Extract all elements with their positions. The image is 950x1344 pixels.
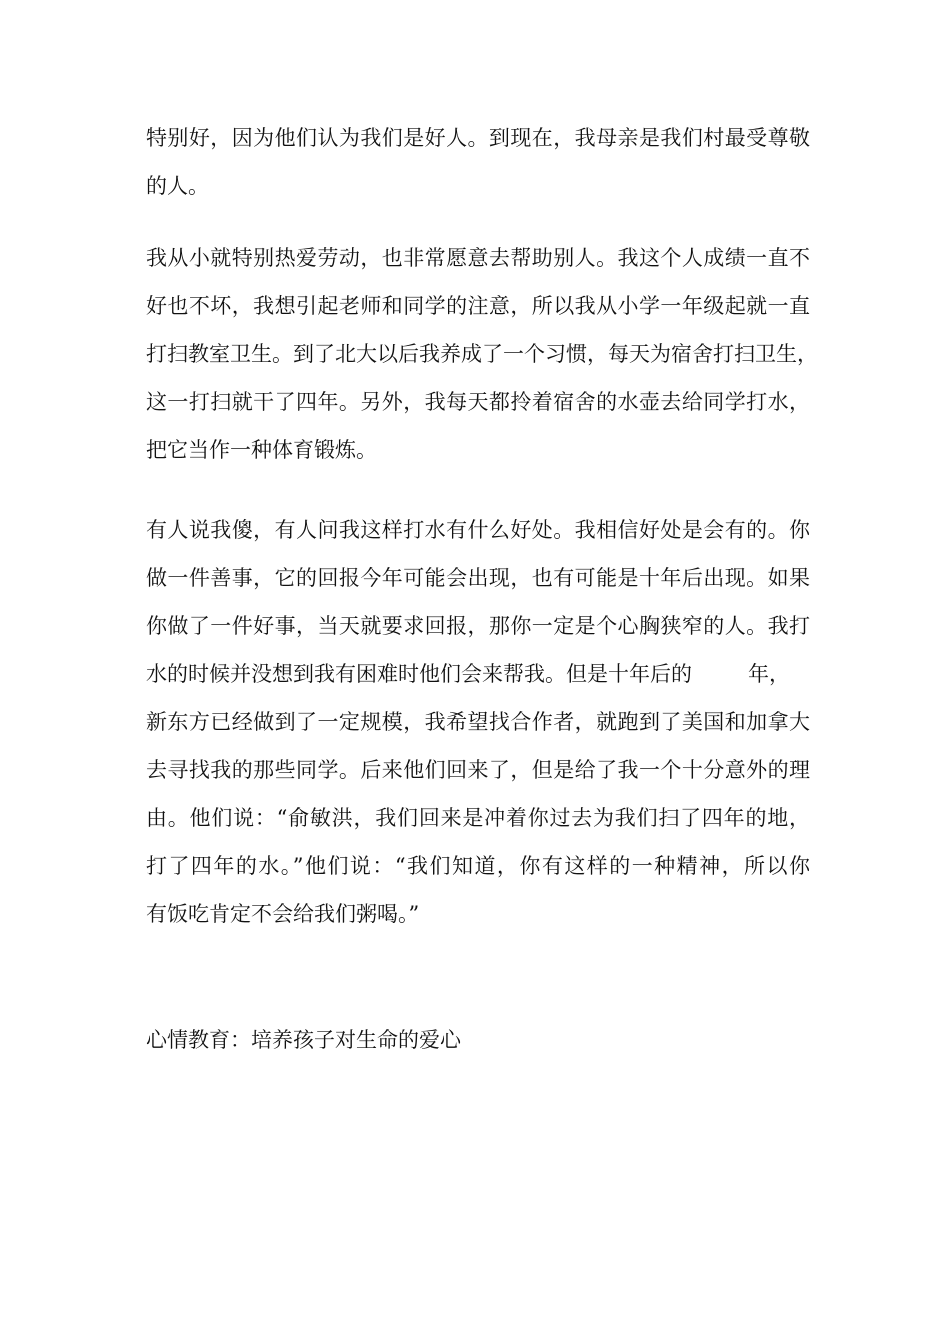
paragraph-3-line-5: 新东方已经做到了一定规模，我希望找合作者，就跑到了美国和加拿大: [146, 710, 810, 734]
paragraph-3-line-4: [146, 660, 810, 688]
paragraph-3-line-3: 你做了一件好事，当天就要求回报，那你一定是个心胸狭窄的人。我打: [146, 614, 810, 638]
paragraph-3-line-1: 有人说我傻，有人问我这样打水有什么好处。我相信好处是会有的。你: [146, 518, 810, 542]
paragraph-3-line-4-part-2: 年，: [748, 662, 790, 686]
paragraph-3-line-8: 打了四年的水。”他们说：“我们知道，你有这样的一种精神，所以你: [146, 854, 810, 878]
section-heading: 心情教育：培养孩子对生命的爱心: [146, 1028, 461, 1052]
paragraph-2-line-1: 我从小就特别热爱劳动，也非常愿意去帮助别人。我这个人成绩一直不: [146, 246, 810, 270]
paragraph-1-line-1: 特别好，因为他们认为我们是好人。到现在，我母亲是我们村最受尊敬: [146, 126, 810, 150]
paragraph-2-line-4: 这一打扫就干了四年。另外，我每天都拎着宿舍的水壶去给同学打水，: [146, 390, 810, 414]
paragraph-3-line-9: 有饭吃肯定不会给我们粥喝。”: [146, 902, 420, 926]
paragraph-3-line-7: 由。他们说：“俞敏洪，我们回来是冲着你过去为我们扫了四年的地，: [146, 806, 810, 830]
paragraph-3-line-6: 去寻找我的那些同学。后来他们回来了，但是给了我一个十分意外的理: [146, 758, 810, 782]
paragraph-1-line-2: 的人。: [146, 174, 209, 198]
paragraph-2-line-2: 好也不坏，我想引起老师和同学的注意，所以我从小学一年级起就一直: [146, 294, 810, 318]
paragraph-2-line-5: 把它当作一种体育锻炼。: [146, 438, 377, 462]
paragraph-3-line-2: 做一件善事，它的回报今年可能会出现，也有可能是十年后出现。如果: [146, 566, 810, 590]
paragraph-2-line-3: 打扫教室卫生。到了北大以后我养成了一个习惯，每天为宿舍打扫卫生，: [146, 342, 818, 366]
paragraph-3-line-4-part-1: 水的时候并没想到我有困难时他们会来帮我。但是十年后的: [146, 662, 692, 686]
